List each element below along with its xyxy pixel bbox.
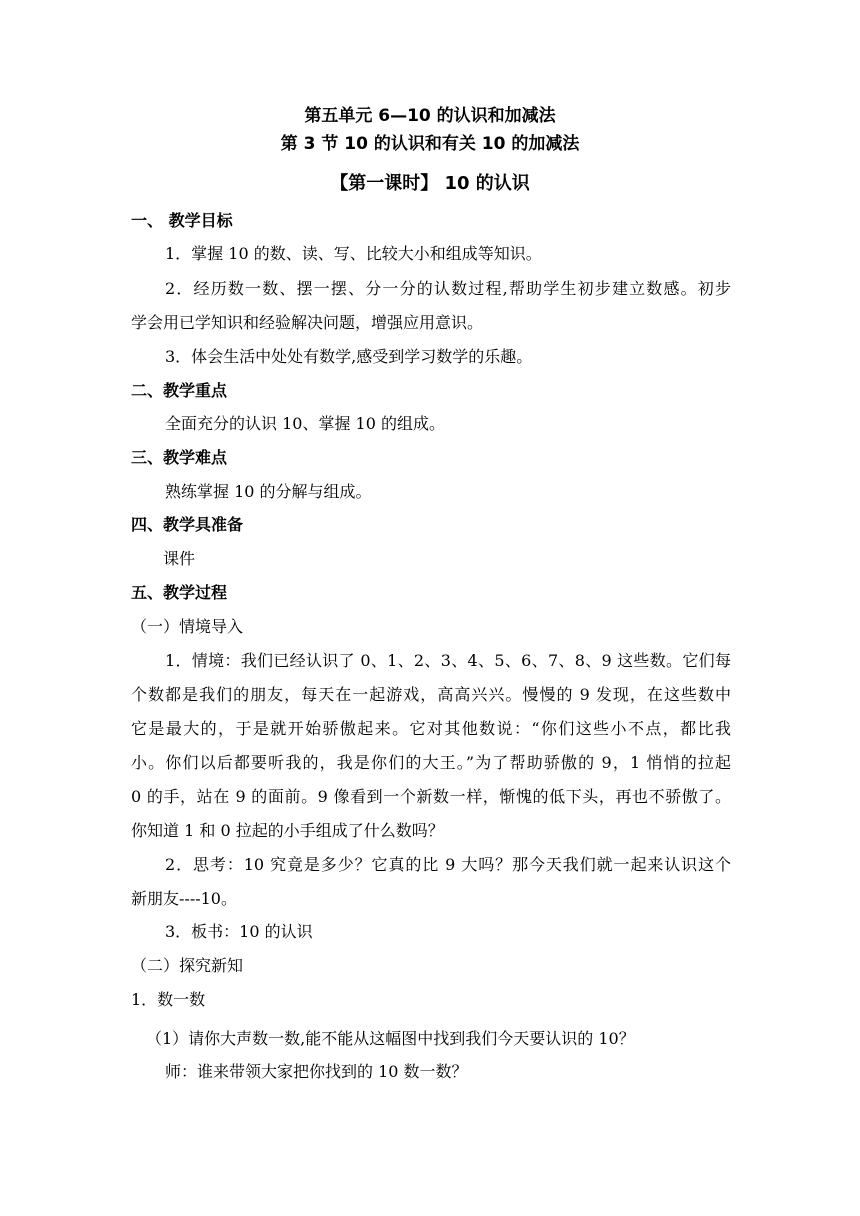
difficulties-text: 熟练掌握 10 的分解与组成。 xyxy=(165,482,372,501)
intro-line-5: 0 的手，站在 9 的面前。9 像看到一个新数一样，惭愧的低下头，再也不骄傲了。 xyxy=(131,787,731,806)
section-heading-difficulties: 三、教学难点 xyxy=(131,448,228,467)
unit-title: 第五单元 6—10 的认识和加减法 xyxy=(304,106,556,126)
subsection-heading-explore: （二）探究新知 xyxy=(131,956,244,975)
intro-line-2: 个数都是我们的朋友，每天在一起游戏，高高兴兴。慢慢的 9 发现，在这些数中 xyxy=(131,685,731,704)
key-points-text: 全面充分的认识 10、掌握 10 的组成。 xyxy=(165,414,445,433)
intro-line-4: 小。你们以后都要听我的，我是你们的大王。”为了帮助骄傲的 9，1 悄悄的拉起 xyxy=(131,753,731,772)
intro-line-9: 3．板书：10 的认识 xyxy=(165,922,313,941)
goal-item-2: 2．经历数一数、摆一摆、分一分的认数过程,帮助学生初步建立数感。初步 xyxy=(165,279,731,298)
intro-line-6: 你知道 1 和 0 拉起的小手组成了什么数吗？ xyxy=(131,821,444,840)
intro-line-3: 它是最大的，于是就开始骄傲起来。它对其他数说：“你们这些小不点，都比我 xyxy=(131,719,731,738)
section-title: 第 3 节 10 的认识和有关 10 的加减法 xyxy=(280,134,580,154)
section-heading-materials: 四、教学具准备 xyxy=(131,515,244,534)
intro-line-8: 新朋友----10。 xyxy=(131,889,237,908)
goal-item-1: 1．掌握 10 的数、读、写、比较大小和组成等知识。 xyxy=(165,244,542,263)
goal-item-3: 3．体会生活中处处有数学,感受到学习数学的乐趣。 xyxy=(165,347,533,366)
intro-line-1: 1．情境：我们已经认识了 0、1、2、3、4、5、6、7、8、9 这些数。它们每 xyxy=(165,651,731,670)
explore-question-2: 师：谁来带领大家把你找到的 10 数一数？ xyxy=(165,1062,468,1081)
section-heading-goals: 一、 教学目标 xyxy=(131,211,233,230)
subsection-heading-intro: （一）情境导入 xyxy=(131,617,244,636)
explore-question-1: （1）请你大声数一数,能不能从这幅图中找到我们今天要认识的 10？ xyxy=(146,1029,635,1048)
explore-item-count: 1．数一数 xyxy=(131,990,206,1009)
goal-item-2-cont: 学会用已学知识和经验解决问题，增强应用意识。 xyxy=(131,313,484,332)
section-heading-process: 五、教学过程 xyxy=(131,583,228,602)
section-heading-key-points: 二、教学重点 xyxy=(131,381,228,400)
materials-text: 课件 xyxy=(163,549,196,568)
lesson-title: 【第一课时】 10 的认识 xyxy=(330,173,530,194)
intro-line-7: 2．思考：10 究竟是多少？它真的比 9 大吗？那今天我们就一起来认识这个 xyxy=(165,855,731,874)
